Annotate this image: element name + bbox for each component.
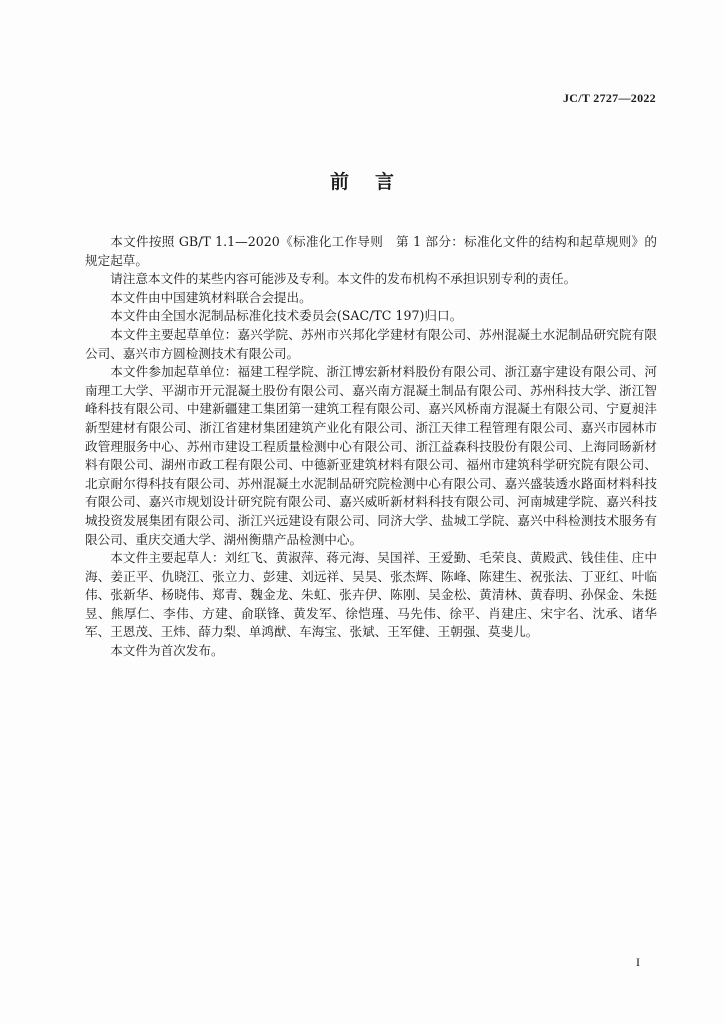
paragraph-patent-notice: 请注意本文件的某些内容可能涉及专利。本文件的发布机构不承担识别专利的责任。 — [110, 271, 577, 287]
page-title: 前言 — [329, 171, 420, 193]
page-number: I — [636, 955, 640, 969]
document-number: JC/T 2727—2022 — [563, 91, 656, 105]
paragraph-committee: 本文件由全国水泥制品标准化技术委员会(SAC/TC 197)归口。 — [110, 308, 463, 324]
paragraph-drafting-rules: 本文件按照 GB/T 1.1—2020《标准化工作导则 第 1 部分：标准化文件的结构和起草规则》的规定起草。 — [85, 234, 657, 268]
foreword-body — [85, 233, 657, 661]
paragraph-proposer: 本文件由中国建筑材料联合会提出。 — [110, 289, 312, 305]
paragraph-first-release: 本文件为首次发布。 — [110, 643, 224, 659]
paragraph-main-drafters: 本文件主要起草人：刘红飞、黄淑萍、蒋元海、吴国祥、王爱勤、毛荣良、黄殿武、钱佳佳、庄中海、姜正平、仇晓江、张立力、彭建、刘远祥、吴昊、张杰辉、陈峰、陈建生、祝张法、丁亚红、叶临伟、张新华、杨晓伟、郑青、魏金龙、朱虹、张卉伊、陈刚、吴金松、黄清林、黄春明、孙保金、朱挺昱、熊厚仁、李伟、方建、俞联锋、黄发军、徐恺瑾、马先伟、徐平、肖建庄、宋宇名、沈承、诸华军、王恩茂、王炜、薛力梨、单鸿猷、车海宝、张斌、王军健、王朝强、莫斐儿。 — [85, 550, 657, 640]
paragraph-participating-units: 本文件参加起草单位：福建工程学院、浙江博宏新材料股份有限公司、浙江嘉宇建设有限公司、河南理工大学、平湖市开元混凝土股份有限公司、嘉兴南方混凝土制品有限公司、苏州科技大学、浙江智峰科技有限公司、中建新疆建工集团第一建筑工程有限公司、嘉兴风桥南方混凝土有限公司、宁夏昶沣新型建材有限公司、浙江省建材集团建筑产业化有限公司、浙江天律工程管理有限公司、嘉兴市园林市政管理服务中心、苏州市建设工程质量检测中心有限公司、浙江益森科技股份有限公司、上海同旸新材料有限公司、湖州市政工程有限公司、中德新亚建筑材料有限公司、福州市建筑科学研究院有限公司、北京耐尔得科技有限公司、苏州混凝土水泥制品研究院检测中心有限公司、嘉兴盛装透水路面材料科技有限公司、嘉兴市规划设计研究院有限公司、嘉兴威昕新材料科技有限公司、河南城建学院、嘉兴科技城投资发展集团有限公司、浙江兴远建设有限公司、同济大学、盐城工学院、嘉兴中科检测技术服务有限公司、重庆交通大学、湖州衡鼎产品检测中心。 — [85, 364, 657, 547]
paragraph-main-drafting-units: 本文件主要起草单位：嘉兴学院、苏州市兴邦化学建材有限公司、苏州混凝土水泥制品研究院有限公司、嘉兴市方圆检测技术有限公司。 — [85, 326, 657, 361]
